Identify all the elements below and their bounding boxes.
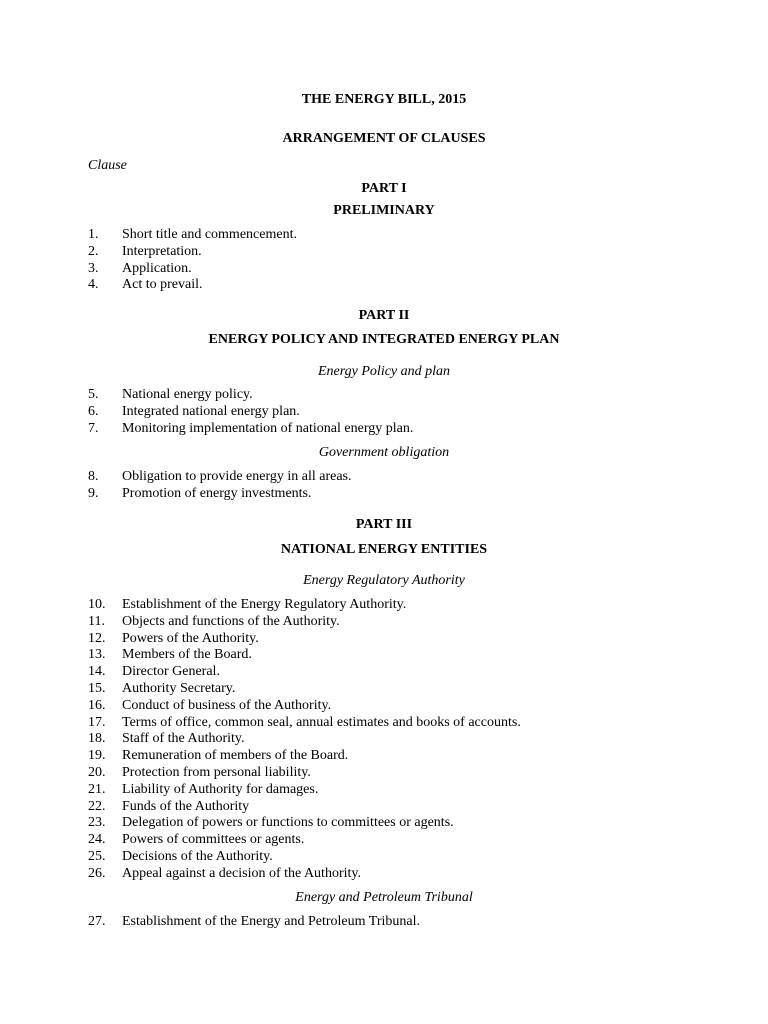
clause-number: 4. bbox=[88, 277, 99, 293]
clause-item bbox=[88, 781, 728, 798]
clause-number: 18. bbox=[88, 731, 106, 747]
clause-item bbox=[88, 913, 728, 930]
clause-number: 27. bbox=[88, 914, 106, 929]
clause-title: Short title and commencement. bbox=[122, 227, 297, 242]
clause-number: 20. bbox=[88, 764, 106, 780]
clause-item bbox=[88, 848, 728, 865]
clause-number: 14. bbox=[88, 664, 106, 680]
clause-item bbox=[88, 613, 728, 630]
clause-number: 17. bbox=[88, 714, 106, 730]
clause-item bbox=[88, 814, 728, 831]
clause-item bbox=[88, 798, 728, 815]
clause-number: 1. bbox=[88, 227, 99, 242]
clause-item bbox=[88, 831, 728, 848]
clause-title: Director General. bbox=[122, 664, 220, 680]
section-subheading: Energy Regulatory Authority bbox=[303, 573, 465, 588]
clause-number: 3. bbox=[88, 260, 99, 276]
clause-item bbox=[88, 764, 728, 781]
part-1-heading: PRELIMINARY bbox=[333, 203, 435, 218]
part-3-heading: NATIONAL ENERGY ENTITIES bbox=[280, 542, 488, 557]
clause-title: Decisions of the Authority. bbox=[122, 848, 273, 864]
clause-title: Authority Secretary. bbox=[122, 680, 236, 696]
clause-number: 26. bbox=[88, 865, 106, 881]
clause-title: Application. bbox=[122, 260, 192, 276]
clause-number: 16. bbox=[88, 697, 106, 713]
clause-number: 8. bbox=[88, 469, 99, 484]
clause-title: Monitoring implementation of national energy plan. bbox=[122, 420, 414, 436]
clause-item bbox=[88, 646, 728, 663]
clause-number: 15. bbox=[88, 680, 106, 696]
clause-title: Establishment of the Energy Regulatory Authority. bbox=[122, 597, 407, 612]
clause-number: 21. bbox=[88, 781, 106, 797]
clause-list bbox=[88, 386, 728, 436]
clause-list bbox=[88, 226, 728, 293]
clause-number: 23. bbox=[88, 815, 106, 831]
clause-title: National energy policy. bbox=[122, 387, 253, 402]
clause-item bbox=[88, 260, 728, 277]
clause-item bbox=[88, 697, 728, 714]
clause-title: Delegation of powers or functions to committees or agents. bbox=[122, 815, 454, 831]
clause-number: 22. bbox=[88, 798, 106, 814]
clause-list bbox=[88, 468, 728, 502]
clause-item bbox=[88, 420, 728, 437]
section-subheading: Energy and Petroleum Tribunal bbox=[295, 890, 473, 905]
clause-item bbox=[88, 403, 728, 420]
clause-item bbox=[88, 730, 728, 747]
clause-number: 25. bbox=[88, 848, 106, 864]
part-2-label: PART II bbox=[358, 308, 410, 323]
clause-title: Members of the Board. bbox=[122, 647, 252, 663]
clause-number: 7. bbox=[88, 420, 99, 436]
clause-item bbox=[88, 386, 728, 403]
clause-title: Obligation to provide energy in all areas. bbox=[122, 469, 352, 484]
clause-item bbox=[88, 468, 728, 485]
part-1-label: PART I bbox=[361, 181, 407, 196]
clause-label: Clause bbox=[88, 158, 127, 173]
clause-item bbox=[88, 663, 728, 680]
clause-title: Promotion of energy investments. bbox=[122, 485, 312, 501]
clause-title: Funds of the Authority bbox=[122, 798, 250, 814]
clause-number: 24. bbox=[88, 832, 106, 848]
clause-list bbox=[88, 913, 728, 930]
clause-list bbox=[88, 596, 728, 882]
clause-item bbox=[88, 226, 728, 243]
clause-number: 13. bbox=[88, 647, 106, 663]
clause-item bbox=[88, 485, 728, 502]
clause-item bbox=[88, 596, 728, 613]
clause-title: Staff of the Authority. bbox=[122, 731, 245, 747]
clause-title: Remuneration of members of the Board. bbox=[122, 748, 349, 764]
clause-item bbox=[88, 276, 728, 293]
clause-title: Powers of the Authority. bbox=[122, 630, 259, 646]
clause-item bbox=[88, 680, 728, 697]
clause-title: Act to prevail. bbox=[122, 277, 203, 293]
clause-title: Protection from personal liability. bbox=[122, 764, 311, 780]
clause-title: Interpretation. bbox=[122, 243, 202, 259]
clause-number: 19. bbox=[88, 748, 106, 764]
part-3-label: PART III bbox=[355, 517, 413, 532]
document-subtitle: ARRANGEMENT OF CLAUSES bbox=[282, 131, 486, 146]
clause-title: Appeal against a decision of the Authority. bbox=[122, 865, 361, 881]
clause-item bbox=[88, 865, 728, 882]
clause-number: 9. bbox=[88, 485, 99, 501]
clause-title: Powers of committees or agents. bbox=[122, 832, 305, 848]
clause-number: 2. bbox=[88, 243, 99, 259]
clause-title: Conduct of business of the Authority. bbox=[122, 697, 332, 713]
clause-number: 6. bbox=[88, 403, 99, 419]
clause-title: Liability of Authority for damages. bbox=[122, 781, 319, 797]
clause-item bbox=[88, 714, 728, 731]
clause-number: 10. bbox=[88, 597, 106, 612]
clause-number: 11. bbox=[88, 613, 105, 629]
clause-title: Objects and functions of the Authority. bbox=[122, 613, 340, 629]
clause-title: Terms of office, common seal, annual estimates and books of accounts. bbox=[122, 714, 521, 730]
clause-title: Integrated national energy plan. bbox=[122, 403, 300, 419]
section-subheading: Energy Policy and plan bbox=[317, 364, 451, 379]
document-title: THE ENERGY BILL, 2015 bbox=[301, 92, 467, 107]
clause-number: 5. bbox=[88, 387, 99, 402]
part-2-heading: ENERGY POLICY AND INTEGRATED ENERGY PLAN bbox=[208, 332, 560, 347]
clause-title: Establishment of the Energy and Petroleum Tribunal. bbox=[122, 914, 420, 929]
clause-item bbox=[88, 630, 728, 647]
clause-item bbox=[88, 747, 728, 764]
clause-item bbox=[88, 243, 728, 260]
section-subheading: Government obligation bbox=[318, 445, 450, 460]
clause-number: 12. bbox=[88, 630, 106, 646]
